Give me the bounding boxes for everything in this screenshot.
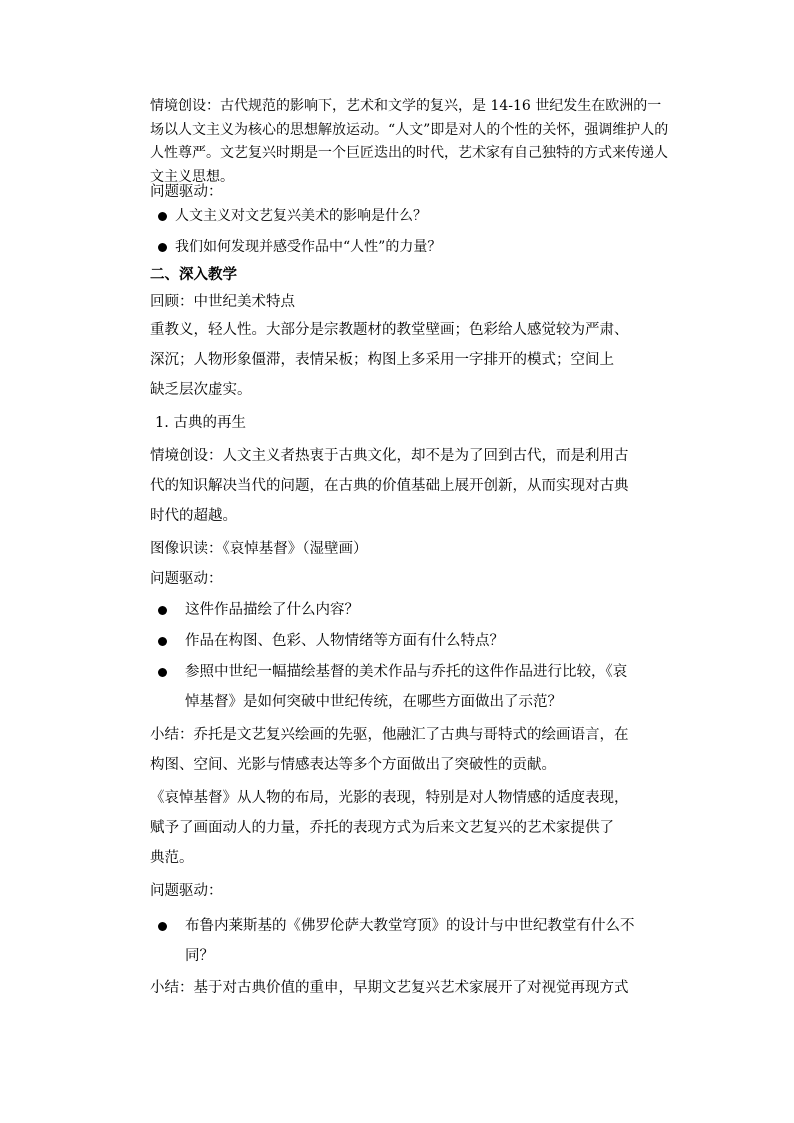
review-line: 重教义，轻人性。大部分是宗教题材的教堂壁画；色彩给人感觉较为严肃、: [150, 322, 629, 338]
bullet-dot-icon: [158, 606, 167, 615]
question2-item: 布鲁内莱斯基的《佛罗伦萨大教堂穹顶》的设计与中世纪教堂有什么不: [185, 918, 635, 934]
summary-b-line: 典范。: [150, 850, 194, 866]
question2-item-cont: 同？: [185, 948, 214, 964]
bullet-dot-icon: [158, 637, 167, 646]
image-reading: 图像识读：《哀悼基督》（湿壁画）: [150, 541, 368, 557]
question-item-cont: 悼基督》是如何突破中世纪传统，在哪些方面做出了示范？: [185, 694, 562, 710]
bullet-dot-icon: [158, 922, 167, 931]
summary-line: 构图、空间、光影与情感表达等多个方面做出了突破性的贡献。: [150, 757, 556, 773]
review-label: 回顾：中世纪美术特点: [150, 294, 295, 310]
summary2-line: 小结：基于对古典价值的重申，早期文艺复兴艺术家展开了对视觉再现方式: [150, 980, 629, 996]
intro-question-label: 问题驱动：: [150, 184, 223, 200]
section-heading: 二、深入教学: [150, 267, 237, 283]
intro-situation: [150, 95, 670, 189]
question-label: 问题驱动：: [150, 571, 223, 587]
summary-b-line: 《哀悼基督》从人物的布局，光影的表现，特别是对人物情感的适度表现，: [150, 790, 629, 806]
sub1-situation-line: 情境创设：人文主义者热衷于古典文化，却不是为了回到古代，而是利用古: [150, 448, 629, 464]
intro-situation-text: 情境创设：古代规范的影响下，艺术和文学的复兴，是 14-16 世纪发生在欧洲的一场以人文主义为核心的思想解放运动。“人文”即是对人的个性的关怀，强调维护人的人性尊严。文艺复兴时期是一个巨匠迭出的时代，艺术家有自己独特的方式来传递人文主义思想。: [150, 98, 669, 185]
question-item: 作品在构图、色彩、人物情绪等方面有什么特点？: [185, 633, 504, 649]
review-line: 缺乏层次虚实。: [150, 382, 252, 398]
bullet-dot-icon: [158, 212, 167, 221]
summary-line: 小结：乔托是文艺复兴绘画的先驱，他融汇了古典与哥特式的绘画语言，在: [150, 727, 629, 743]
question-label-2: 问题驱动：: [150, 883, 223, 899]
bullet-dot-icon: [158, 243, 167, 252]
bullet-dot-icon: [158, 668, 167, 677]
question-item: 这件作品描绘了什么内容？: [185, 602, 359, 618]
sub1-situation-line: 代的知识解决当代的问题，在古典的价值基础上展开创新，从而实现对古典: [150, 478, 629, 494]
subsection-title: 1. 古典的再生: [155, 415, 246, 431]
intro-question-1: 人文主义对文艺复兴美术的影响是什么？: [175, 208, 427, 224]
sub1-situation-line: 时代的超越。: [150, 508, 237, 524]
summary-b-line: 赋予了画面动人的力量，乔托的表现方式为后来文艺复兴的艺术家提供了: [150, 820, 614, 836]
question-item: 参照中世纪一幅描绘基督的美术作品与乔托的这件作品进行比较，《哀: [185, 664, 628, 680]
review-line: 深沉；人物形象僵滞，表情呆板；构图上多采用一字排开的模式；空间上: [150, 352, 614, 368]
intro-question-2: 我们如何发现并感受作品中“人性”的力量？: [175, 239, 442, 255]
